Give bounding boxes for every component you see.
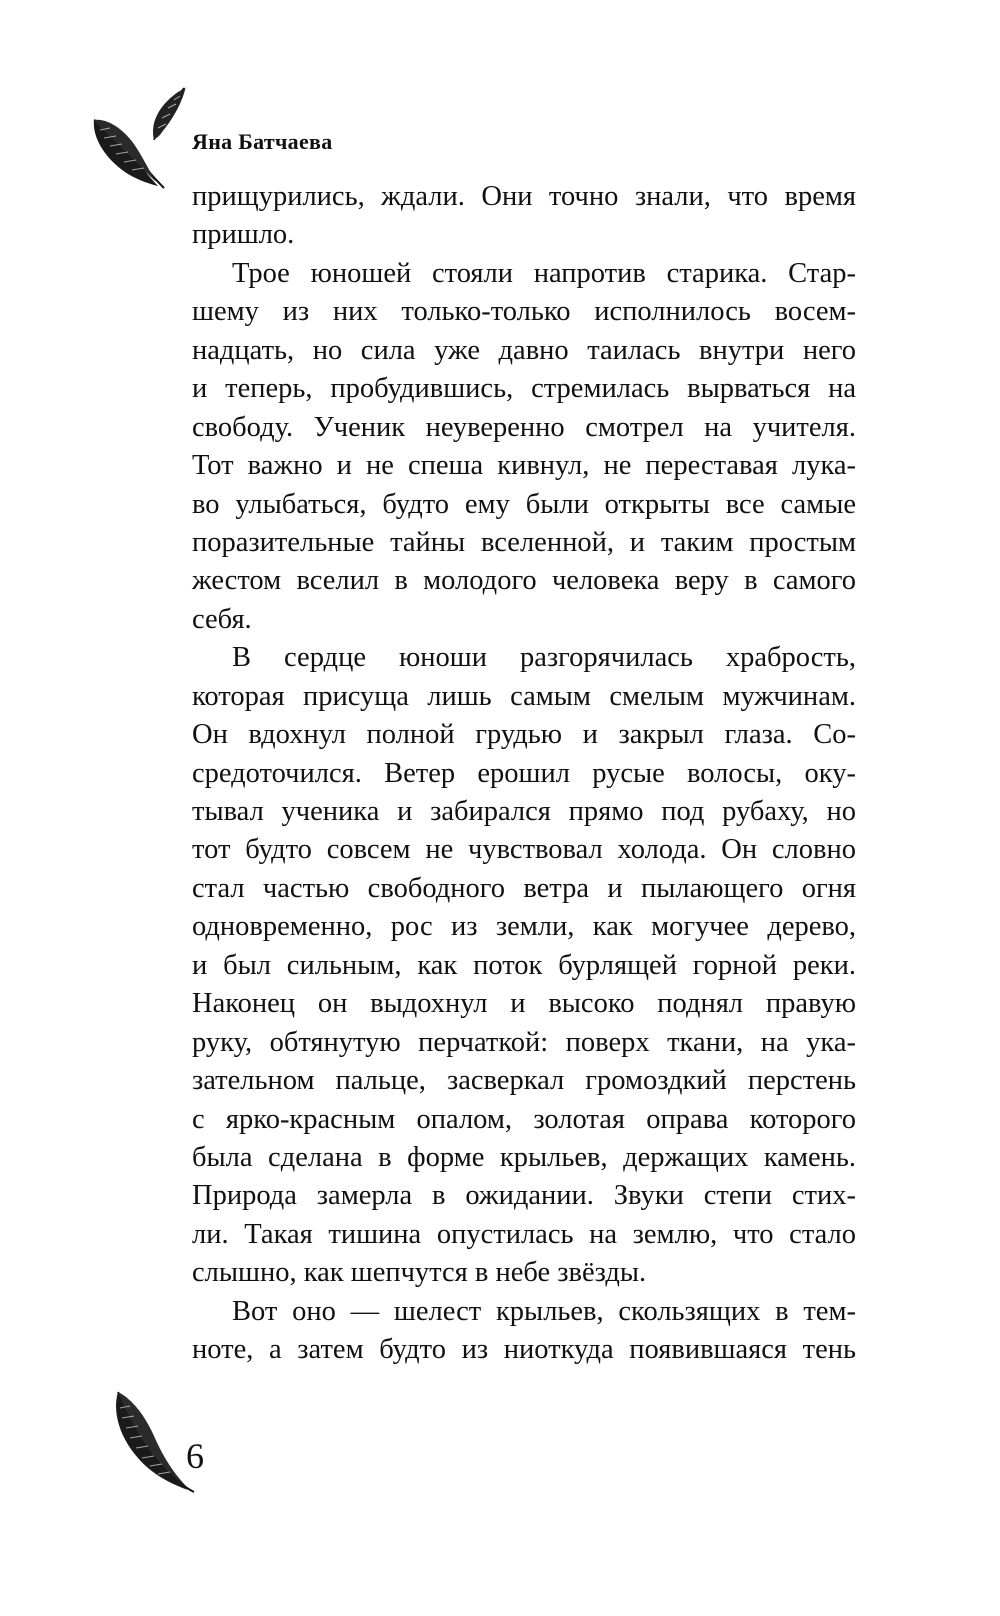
text-line: во улыбаться, будто ему были открыты все самые	[192, 488, 856, 520]
text-line: ли. Такая тишина опустилась на землю, что стало	[192, 1218, 856, 1250]
text-line: себя.	[192, 603, 252, 635]
text-line: была сделана в форме крыльев, держащих камень.	[192, 1141, 856, 1173]
text-line: пришло.	[192, 219, 295, 251]
text-line: Вот оно — шелест крыльев, скользящих в тем-	[232, 1295, 856, 1327]
text-line: тывал ученика и забирался прямо под рубаху, но	[192, 796, 856, 827]
text-line: прищурились, ждали. Они точно знали, что время	[192, 181, 856, 212]
text-line: свободу. Ученик неуверенно смотрел на учителя.	[192, 411, 856, 443]
text-line: Он вдохнул полной грудью и закрыл глаза. Со-	[192, 719, 856, 751]
text-line: Тот важно и не спеша кивнул, не переставая лука-	[192, 450, 856, 482]
text-line: надцать, но сила уже давно таилась внутри него	[192, 334, 856, 366]
text-line: стал частью свободного ветра и пылающего огня	[192, 872, 856, 904]
text-line: Трое юношей стояли напротив старика. Стар-	[232, 257, 856, 289]
text-line: В сердце юноши разгорячилась храбрость,	[232, 642, 856, 674]
text-line: Природа замерла в ожидании. Звуки степи стих-	[192, 1180, 856, 1212]
text-line: поразительные тайны вселенной, и таким простым	[192, 526, 856, 558]
body-text	[192, 178, 856, 1370]
text-line: слышно, как шепчутся в небе звёзды.	[192, 1257, 647, 1289]
feather-icon	[88, 78, 208, 198]
page-number: 6	[186, 1436, 204, 1476]
text-line: средоточился. Ветер ерошил русые волосы, оку-	[192, 757, 856, 789]
author-name: Яна Батчаева	[192, 129, 333, 154]
text-line: шему из них только-только исполнилось восем-	[192, 296, 856, 328]
text-line: Наконец он выдохнул и высоко поднял правую	[192, 988, 856, 1020]
text-line: одновременно, рос из земли, как могучее дерево,	[192, 911, 856, 943]
text-line: ноте, а затем будто из ниоткуда появившаяся тень	[192, 1334, 856, 1366]
text-line: которая присуща лишь самым смелым мужчинам.	[192, 680, 856, 712]
text-line: жестом вселил в молодого человека веру в самого	[192, 565, 856, 597]
text-line: с ярко-красным опалом, золотая оправа которого	[192, 1103, 856, 1135]
text-line: руку, обтянутую перчаткой: поверх ткани, на ука-	[192, 1026, 856, 1058]
text-line: зательном пальце, засверкал громоздкий перстень	[192, 1065, 856, 1097]
text-line: и был сильным, как поток бурлящей горной реки.	[192, 949, 856, 981]
text-line: тот будто совсем не чувствовал холода. Он словно	[192, 834, 856, 866]
text-line: и теперь, пробудившись, стремилась вырваться на	[192, 373, 856, 405]
